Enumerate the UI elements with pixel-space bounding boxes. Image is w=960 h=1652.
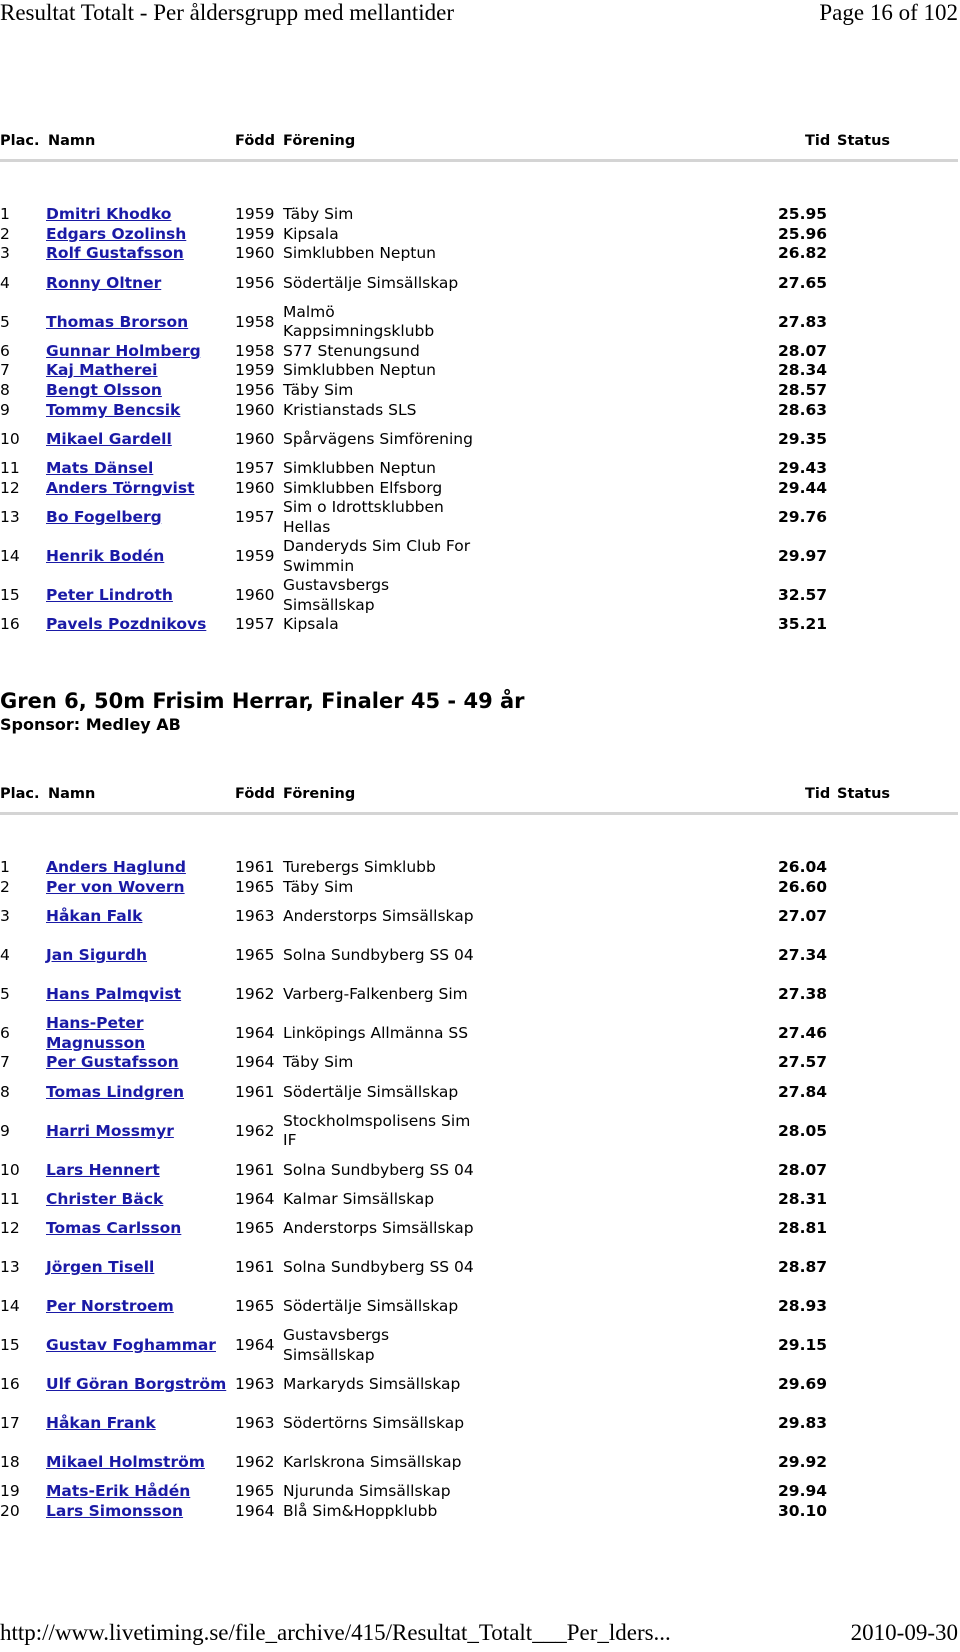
table-row: [0, 479, 960, 499]
header-divider: [0, 812, 958, 815]
time-cell: 26.82: [778, 244, 828, 263]
swimmer-name-link[interactable]: Ulf Göran Borgström: [46, 1375, 227, 1394]
place-cell: 16: [0, 1375, 20, 1394]
place-cell: 15: [0, 1336, 20, 1355]
club-cell: Gustavsbergs Simsällskap: [283, 1326, 390, 1364]
place-cell: 12: [0, 1219, 20, 1238]
swimmer-name-link[interactable]: Per von Wovern: [46, 877, 185, 896]
place-cell: 6: [0, 1023, 10, 1042]
time-cell: 28.63: [778, 400, 828, 419]
birth-year-cell: 1959: [235, 224, 275, 243]
time-cell: 27.07: [778, 906, 828, 925]
place-cell: 8: [0, 381, 10, 400]
time-cell: 29.44: [778, 478, 828, 497]
time-cell: 27.65: [778, 273, 828, 292]
birth-year-cell: 1958: [235, 341, 275, 360]
birth-year-cell: 1965: [235, 945, 275, 964]
club-cell: Markaryds Simsällskap: [283, 1375, 461, 1394]
name-cell: [46, 615, 230, 635]
club-cell: Täby Sim: [283, 1053, 354, 1072]
place-cell: 1: [0, 205, 10, 224]
table-row: [0, 1365, 960, 1404]
birth-year-cell: 1959: [235, 361, 275, 380]
swimmer-name-link[interactable]: Gustav Foghammar: [46, 1336, 216, 1355]
name-cell: [46, 401, 230, 421]
time-cell: 29.94: [778, 1482, 828, 1501]
name-cell: [46, 858, 230, 878]
club-cell: Anderstorps Simsällskap: [283, 906, 474, 925]
birth-year-cell: 1964: [235, 1189, 275, 1208]
table-row: [0, 1502, 960, 1522]
club-cell: Solna Sundbyberg SS 04: [283, 1160, 474, 1179]
swimmer-name-link[interactable]: Håkan Falk: [46, 906, 143, 925]
place-cell: 4: [0, 273, 10, 292]
time-cell: 29.43: [778, 459, 828, 478]
time-cell: 28.31: [778, 1189, 828, 1208]
table-row: [0, 1112, 960, 1151]
birth-year-cell: 1963: [235, 906, 275, 925]
swimmer-name-link[interactable]: Dmitri Khodko: [46, 205, 172, 224]
place-cell: 15: [0, 586, 20, 605]
name-cell: [46, 1287, 230, 1326]
table-row: [0, 1248, 960, 1287]
col-tid: Tid: [805, 786, 831, 802]
club-cell: Kristianstads SLS: [283, 400, 417, 419]
swimmer-name-link[interactable]: Tomas Lindgren: [46, 1082, 185, 1101]
place-cell: 13: [0, 1258, 20, 1277]
table-row: [0, 420, 960, 459]
name-cell: [46, 420, 230, 459]
club-cell: Kalmar Simsällskap: [283, 1189, 435, 1208]
birth-year-cell: 1958: [235, 312, 275, 331]
club-cell: Sim o Idrottsklubben Hellas: [283, 498, 444, 536]
birth-year-cell: 1956: [235, 273, 275, 292]
club-cell: Simklubben Elfsborg: [283, 478, 443, 497]
birth-year-cell: 1962: [235, 984, 275, 1003]
time-cell: 32.57: [778, 586, 828, 605]
name-cell: [46, 498, 230, 537]
club-cell: Linköpings Allmänna SS: [283, 1023, 469, 1042]
table-row: [0, 381, 960, 401]
birth-year-cell: 1957: [235, 615, 275, 634]
swimmer-name-link[interactable]: Per Gustafsson: [46, 1053, 179, 1072]
club-cell: Täby Sim: [283, 205, 354, 224]
col-tid: Tid: [805, 133, 831, 149]
swimmer-name-link[interactable]: Jan Sigurdh: [46, 945, 148, 964]
club-cell: Danderyds Sim Club For Swimmin: [283, 537, 471, 575]
name-cell: [46, 205, 230, 225]
col-forening: Förening: [283, 133, 356, 149]
birth-year-cell: 1965: [235, 1297, 275, 1316]
club-cell: Täby Sim: [283, 877, 354, 896]
swimmer-name-link[interactable]: Mats-Erik Hådén: [46, 1482, 191, 1501]
name-cell: [46, 1365, 230, 1404]
place-cell: 20: [0, 1502, 20, 1521]
club-cell: Simklubben Neptun: [283, 244, 437, 263]
club-cell: Täby Sim: [283, 381, 354, 400]
place-cell: 3: [0, 906, 10, 925]
col-namn: Namn: [48, 133, 96, 149]
name-cell: [46, 361, 230, 381]
col-plac: Plac.: [0, 133, 40, 149]
time-cell: 25.95: [778, 205, 828, 224]
birth-year-cell: 1964: [235, 1336, 275, 1355]
table-row: [0, 858, 960, 878]
club-cell: Varberg-Falkenberg Sim: [283, 984, 468, 1003]
table-row: [0, 1151, 960, 1190]
birth-year-cell: 1961: [235, 1160, 275, 1179]
place-cell: 10: [0, 1160, 20, 1179]
table-row: [0, 361, 960, 381]
place-cell: 11: [0, 459, 20, 478]
name-cell: [46, 1073, 230, 1112]
club-cell: Kipsala: [283, 615, 339, 634]
print-date: 2010-09-30: [850, 1620, 958, 1645]
name-cell: [46, 303, 230, 342]
name-cell: [46, 878, 230, 898]
results-table-2: [0, 858, 960, 1522]
name-cell: [46, 1482, 230, 1502]
club-cell: Stockholmspolisens Sim IF: [283, 1111, 471, 1150]
name-cell: [46, 1443, 230, 1482]
time-cell: 27.83: [778, 312, 828, 331]
table-row: [0, 1073, 960, 1112]
club-cell: Södertälje Simsällskap: [283, 1297, 459, 1316]
table-row: [0, 459, 960, 479]
name-cell: [46, 576, 230, 615]
time-cell: 25.96: [778, 224, 828, 243]
swimmer-name-link[interactable]: Kaj Matherei: [46, 361, 158, 380]
place-cell: 13: [0, 508, 20, 527]
place-cell: 2: [0, 877, 10, 896]
swimmer-name-link[interactable]: Mikael Gardell: [46, 429, 172, 448]
time-cell: 27.46: [778, 1023, 828, 1042]
col-forening: Förening: [283, 786, 356, 802]
club-cell: Solna Sundbyberg SS 04: [283, 945, 474, 964]
club-cell: Simklubben Neptun: [283, 459, 437, 478]
place-cell: 7: [0, 1053, 10, 1072]
swimmer-name-link[interactable]: Håkan Frank: [46, 1414, 156, 1433]
place-cell: 7: [0, 361, 10, 380]
place-cell: 14: [0, 547, 20, 566]
swimmer-name-link[interactable]: Pavels Pozdnikovs: [46, 615, 207, 634]
place-cell: 16: [0, 615, 20, 634]
place-cell: 17: [0, 1414, 20, 1433]
name-cell: [46, 897, 230, 936]
swimmer-name-link[interactable]: Bengt Olsson: [46, 381, 162, 400]
time-cell: 27.34: [778, 945, 828, 964]
place-cell: 8: [0, 1082, 10, 1101]
table-row: [0, 1404, 960, 1443]
place-cell: 2: [0, 224, 10, 243]
column-header-row: [0, 786, 960, 806]
birth-year-cell: 1962: [235, 1121, 275, 1140]
time-cell: 27.38: [778, 984, 828, 1003]
birth-year-cell: 1964: [235, 1023, 275, 1042]
birth-year-cell: 1964: [235, 1502, 275, 1521]
place-cell: 6: [0, 341, 10, 360]
time-cell: 29.35: [778, 429, 828, 448]
birth-year-cell: 1965: [235, 1482, 275, 1501]
club-cell: Kipsala: [283, 224, 339, 243]
name-cell: [46, 1053, 230, 1073]
time-cell: 28.87: [778, 1258, 828, 1277]
swimmer-name-link[interactable]: Christer Bäck: [46, 1189, 164, 1208]
time-cell: 28.07: [778, 341, 828, 360]
swimmer-name-link[interactable]: Ronny Oltner: [46, 273, 162, 292]
name-cell: [46, 459, 230, 479]
name-cell: [46, 936, 230, 975]
swimmer-name-link[interactable]: Edgars Ozolinsh: [46, 224, 187, 243]
time-cell: 28.05: [778, 1121, 828, 1140]
birth-year-cell: 1963: [235, 1414, 275, 1433]
table-row: [0, 1482, 960, 1502]
club-cell: Solna Sundbyberg SS 04: [283, 1258, 474, 1277]
table-row: [0, 537, 960, 576]
club-cell: Njurunda Simsällskap: [283, 1482, 451, 1501]
club-cell: Södertälje Simsällskap: [283, 1082, 459, 1101]
swimmer-name-link[interactable]: Mats Dänsel: [46, 459, 154, 478]
table-row: [0, 1326, 960, 1365]
swimmer-name-link[interactable]: Bo Fogelberg: [46, 508, 162, 527]
table-row: [0, 1209, 960, 1248]
time-cell: 28.07: [778, 1160, 828, 1179]
swimmer-name-link[interactable]: Anders Haglund: [46, 858, 186, 877]
club-cell: Karlskrona Simsällskap: [283, 1453, 462, 1472]
time-cell: 26.60: [778, 877, 828, 896]
name-cell: [46, 1112, 230, 1151]
table-row: [0, 205, 960, 225]
name-cell: [46, 342, 230, 362]
time-cell: 29.69: [778, 1375, 828, 1394]
event-sponsor: Sponsor: Medley AB: [0, 715, 181, 734]
place-cell: 5: [0, 984, 10, 1003]
table-row: [0, 975, 960, 1014]
table-row: [0, 498, 960, 537]
table-row: [0, 342, 960, 362]
time-cell: 28.57: [778, 381, 828, 400]
col-status: Status: [837, 133, 891, 149]
page-footer: [0, 1620, 960, 1652]
swimmer-name-link[interactable]: Anders Törngvist: [46, 478, 195, 497]
name-cell: [46, 225, 230, 245]
time-cell: 29.76: [778, 508, 828, 527]
name-cell: [46, 1190, 230, 1210]
swimmer-name-link[interactable]: Thomas Brorson: [46, 312, 189, 331]
table-row: [0, 897, 960, 936]
page-header: [0, 0, 960, 30]
swimmer-name-link[interactable]: Rolf Gustafsson: [46, 244, 184, 263]
swimmer-name-link[interactable]: Hans-Peter Magnusson: [46, 1014, 146, 1052]
table-row: [0, 936, 960, 975]
club-cell: Turebergs Simklubb: [283, 858, 436, 877]
birth-year-cell: 1960: [235, 244, 275, 263]
time-cell: 30.10: [778, 1502, 828, 1521]
name-cell: [46, 1151, 230, 1190]
swimmer-name-link[interactable]: Gunnar Holmberg: [46, 341, 201, 360]
club-cell: Södertälje Simsällskap: [283, 273, 459, 292]
name-cell: [46, 975, 230, 1014]
time-cell: 29.92: [778, 1453, 828, 1472]
name-cell: [46, 1014, 230, 1053]
swimmer-name-link[interactable]: Lars Hennert: [46, 1160, 160, 1179]
swimmer-name-link[interactable]: Tomas Carlsson: [46, 1219, 182, 1238]
place-cell: 19: [0, 1482, 20, 1501]
table-row: [0, 878, 960, 898]
page-number: Page 16 of 102: [819, 0, 958, 25]
name-cell: [46, 1502, 230, 1522]
place-cell: 9: [0, 1121, 10, 1140]
swimmer-name-link[interactable]: Tommy Bencsik: [46, 400, 181, 419]
col-fodd: Född: [235, 786, 276, 802]
place-cell: 1: [0, 858, 10, 877]
table-row: [0, 1190, 960, 1210]
birth-year-cell: 1959: [235, 205, 275, 224]
swimmer-name-link[interactable]: Harri Mossmyr: [46, 1121, 174, 1140]
time-cell: 28.93: [778, 1297, 828, 1316]
club-cell: S77 Stenungsund: [283, 341, 420, 360]
birth-year-cell: 1965: [235, 1219, 275, 1238]
club-cell: Malmö Kappsimningsklubb: [283, 302, 435, 341]
place-cell: 3: [0, 244, 10, 263]
club-cell: Södertörns Simsällskap: [283, 1414, 465, 1433]
results-table-1: [0, 205, 960, 635]
table-row: [0, 1443, 960, 1482]
birth-year-cell: 1965: [235, 877, 275, 896]
birth-year-cell: 1960: [235, 478, 275, 497]
table-row: [0, 1053, 960, 1073]
name-cell: [46, 537, 230, 576]
birth-year-cell: 1959: [235, 547, 275, 566]
place-cell: 11: [0, 1189, 20, 1208]
birth-year-cell: 1961: [235, 858, 275, 877]
place-cell: 9: [0, 400, 10, 419]
table-row: [0, 244, 960, 264]
birth-year-cell: 1960: [235, 400, 275, 419]
time-cell: 27.57: [778, 1053, 828, 1072]
table-row: [0, 303, 960, 342]
name-cell: [46, 479, 230, 499]
swimmer-name-link[interactable]: Henrik Bodén: [46, 547, 165, 566]
col-status: Status: [837, 786, 891, 802]
birth-year-cell: 1957: [235, 459, 275, 478]
table-row: [0, 225, 960, 245]
table-row: [0, 576, 960, 615]
club-cell: Anderstorps Simsällskap: [283, 1219, 474, 1238]
name-cell: [46, 244, 230, 264]
club-cell: Gustavsbergs Simsällskap: [283, 576, 390, 614]
time-cell: 29.97: [778, 547, 828, 566]
table-row: [0, 1014, 960, 1053]
time-cell: 28.34: [778, 361, 828, 380]
swimmer-name-link[interactable]: Jörgen Tisell: [46, 1258, 155, 1277]
name-cell: [46, 381, 230, 401]
name-cell: [46, 264, 230, 303]
place-cell: 18: [0, 1453, 20, 1472]
club-cell: Spårvägens Simförening: [283, 429, 473, 448]
time-cell: 28.81: [778, 1219, 828, 1238]
col-plac: Plac.: [0, 786, 40, 802]
name-cell: [46, 1326, 230, 1365]
col-fodd: Född: [235, 133, 276, 149]
event-title: Gren 6, 50m Frisim Herrar, Finaler 45 - 49 år: [0, 689, 525, 713]
place-cell: 4: [0, 945, 10, 964]
birth-year-cell: 1962: [235, 1453, 275, 1472]
birth-year-cell: 1963: [235, 1375, 275, 1394]
club-cell: Simklubben Neptun: [283, 361, 437, 380]
header-divider: [0, 159, 958, 162]
place-cell: 5: [0, 312, 10, 331]
swimmer-name-link[interactable]: Peter Lindroth: [46, 586, 173, 605]
birth-year-cell: 1961: [235, 1258, 275, 1277]
birth-year-cell: 1960: [235, 586, 275, 605]
table-row: [0, 615, 960, 635]
birth-year-cell: 1957: [235, 508, 275, 527]
time-cell: 29.83: [778, 1414, 828, 1433]
birth-year-cell: 1964: [235, 1053, 275, 1072]
time-cell: 29.15: [778, 1336, 828, 1355]
swimmer-name-link[interactable]: Mikael Holmström: [46, 1453, 205, 1472]
table-row: [0, 264, 960, 303]
name-cell: [46, 1248, 230, 1287]
swimmer-name-link[interactable]: Per Norstroem: [46, 1297, 174, 1316]
place-cell: 12: [0, 478, 20, 497]
club-cell: Blå Sim&Hoppklubb: [283, 1502, 438, 1521]
birth-year-cell: 1956: [235, 381, 275, 400]
source-url: http://www.livetiming.se/file_archive/415/Resultat_Totalt___Per_lders...: [0, 1620, 671, 1645]
document-title: Resultat Totalt - Per åldersgrupp med mellantider: [0, 0, 455, 25]
col-namn: Namn: [48, 786, 96, 802]
table-row: [0, 1287, 960, 1326]
time-cell: 35.21: [778, 615, 828, 634]
name-cell: [46, 1404, 230, 1443]
birth-year-cell: 1960: [235, 429, 275, 448]
time-cell: 26.04: [778, 858, 828, 877]
swimmer-name-link[interactable]: Hans Palmqvist: [46, 984, 182, 1003]
name-cell: [46, 1209, 230, 1248]
birth-year-cell: 1961: [235, 1082, 275, 1101]
swimmer-name-link[interactable]: Lars Simonsson: [46, 1502, 184, 1521]
table-row: [0, 401, 960, 421]
time-cell: 27.84: [778, 1082, 828, 1101]
place-cell: 14: [0, 1297, 20, 1316]
place-cell: 10: [0, 429, 20, 448]
column-header-row: [0, 133, 960, 153]
